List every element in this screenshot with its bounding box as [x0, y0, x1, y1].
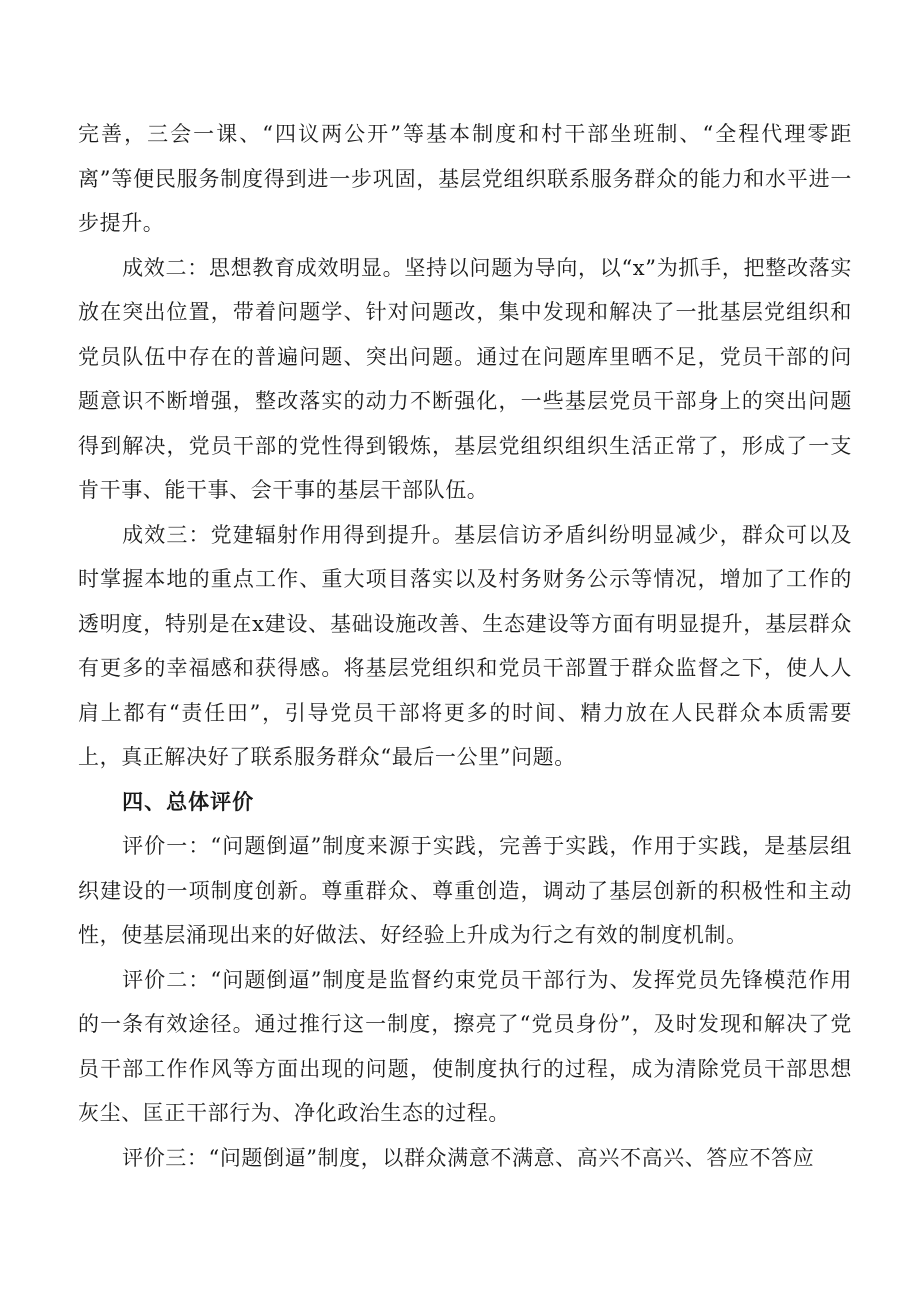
- paragraph-evaluation-one: 评价一：“问题倒逼”制度来源于实践，完善于实践，作用于实践，是基层组织建设的一项制度创新。尊重群众、尊重创造，调动了基层创新的积极性和主动性，使基层涌现出来的好做法、好经验上升成为行之有效的制度机制。: [78, 834, 852, 947]
- paragraph-effect-three: 成效三：党建辐射作用得到提升。基层信访矛盾纠纷明显减少，群众可以及时掌握本地的重点工作、重大项目落实以及村务财务公示等情况，增加了工作的透明度，特别是在x建设、基础设施改善、生态建设等方面有明显提升，基层群众有更多的幸福感和获得感。将基层党组织和党员干部置于群众监督之下，使人人肩上都有“责任田”，引导党员干部将更多的时间、精力放在人民群众本质需要上，真正解决好了联系服务群众“最后一公里”问题。: [78, 522, 852, 769]
- paragraph-continuation: 完善，三会一课、“四议两公开”等基本制度和村干部坐班制、“全程代理零距离”等便民服务制度得到进一步巩固，基层党组织联系服务群众的能力和水平进一步提升。: [78, 122, 852, 235]
- section-heading-overall-evaluation: 四、总体评价: [122, 789, 255, 814]
- paragraph-effect-two: 成效二：思想教育成效明显。坚持以问题为导向，以“x”为抓手，把整改落实放在突出位置，带着问题学、针对问题改，集中发现和解决了一批基层党组织和党员队伍中存在的普遍问题、突出问题。通过在问题库里晒不足，党员干部的问题意识不断增强，整改落实的动力不断强化，一些基层党员干部身上的突出问题得到解决，党员干部的党性得到锻炼，基层党组织组织生活正常了，形成了一支肯干事、能干事、会干事的基层干部队伍。: [78, 255, 852, 502]
- document-body: [78, 112, 852, 1180]
- paragraph-evaluation-two: 评价二：“问题倒逼”制度是监督约束党员干部行为、发挥党员先锋模范作用的一条有效途径。通过推行这一制度，擦亮了“党员身份”，及时发现和解决了党员干部工作作风等方面出现的问题，使制度执行的过程，成为清除党员干部思想灰尘、匡正干部行为、净化政治生态的过程。: [78, 967, 852, 1125]
- paragraph-evaluation-three: 评价三：“问题倒逼”制度，以群众满意不满意、高兴不高兴、答应不答应: [122, 1145, 815, 1170]
